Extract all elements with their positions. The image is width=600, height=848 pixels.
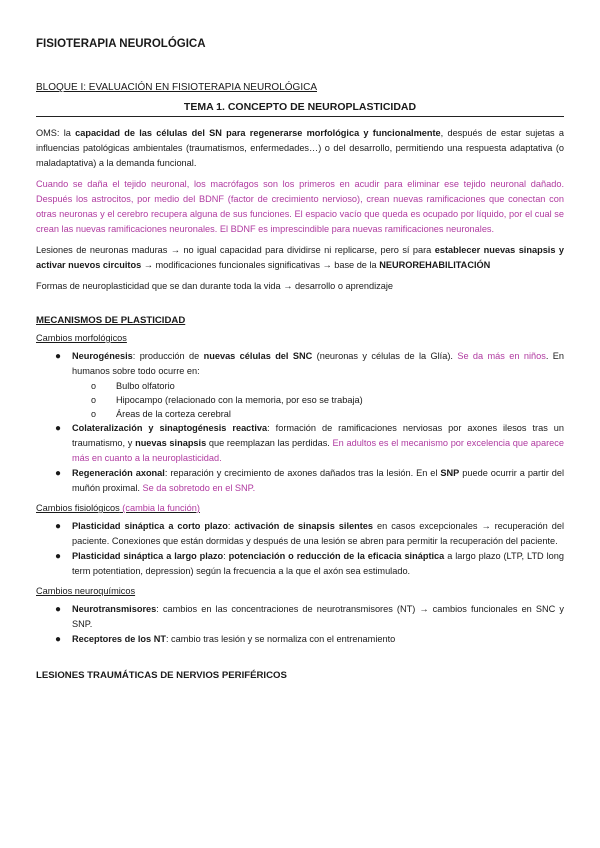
- list-item: [36, 549, 564, 579]
- circle-bullet-icon: o: [91, 381, 97, 391]
- text: (neuronas y células de la Glía).: [312, 351, 458, 361]
- text: en casos excepcionales → recuperación del paciente. Conexiones que están dormidas y después de una lesión se abren para permitir la recuperación del paciente.: [72, 521, 564, 546]
- bold-text: establecer nuevas sinapsis y activar nuevos circuitos: [36, 245, 564, 270]
- bold-text: SNP: [440, 468, 460, 478]
- bullet-icon: ●: [55, 634, 62, 645]
- bold-text: potenciación o reducción de la eficacia sináptica: [228, 551, 445, 561]
- text: : cambio tras lesión y se normaliza con el entrenamiento: [165, 634, 396, 644]
- morph-list: [36, 349, 564, 496]
- morph-title: Cambios morfológicos: [36, 333, 127, 343]
- list-item: [36, 421, 564, 466]
- term: Receptores de los NT: [72, 634, 166, 644]
- text: → modificaciones funcionales significativas → base de la: [141, 260, 380, 270]
- chem-list: [36, 602, 564, 647]
- list-item: [36, 519, 564, 549]
- term: Neurotransmisores: [72, 604, 157, 614]
- physio-title: [36, 503, 564, 513]
- bold-text: capacidad de las células del SN para regenerarse morfológica y funcionalmente: [75, 128, 441, 138]
- bullet-icon: ●: [55, 604, 62, 615]
- topic-title: TEMA 1. CONCEPTO DE NEUROPLASTICIDAD: [36, 101, 564, 117]
- mechanisms-title: MECANISMOS DE PLASTICIDAD: [36, 315, 186, 326]
- lesions-title: LESIONES TRAUMÁTICAS DE NERVIOS PERIFÉRICOS: [36, 670, 287, 681]
- bullet-icon: ●: [55, 468, 62, 479]
- mature-neurons-paragraph: [36, 243, 564, 273]
- bullet-icon: ●: [55, 423, 62, 434]
- term: Plasticidad sináptica a largo plazo: [72, 551, 224, 561]
- neurogenesis-sublist: [72, 379, 564, 421]
- text: . En humanos sobre todo ocurre en:: [72, 351, 564, 376]
- term: Colateralización y sinaptogénesis reactiva: [72, 423, 268, 433]
- block-title: BLOQUE I: EVALUACIÓN EN FISIOTERAPIA NEUROLÓGICA: [36, 82, 317, 93]
- list-item: [36, 349, 564, 421]
- text: Hipocampo (relacionado con la memoria, por eso se trabaja): [116, 395, 363, 405]
- text: puede ocurrir a partir del muñón proximal.: [72, 468, 564, 493]
- text: Cambios fisiológicos: [36, 503, 120, 513]
- neuroplasticity-forms: Formas de neuroplasticidad que se dan durante toda la vida → desarrollo o aprendizaje: [36, 281, 394, 291]
- text: :: [223, 551, 229, 561]
- document-title: FISIOTERAPIA NEUROLÓGICA: [36, 38, 206, 50]
- bold-text: activación de sinapsis silentes: [234, 521, 374, 531]
- bullet-icon: ●: [55, 351, 62, 362]
- bold-text: nuevas células del SNC: [203, 351, 313, 361]
- text: : cambios en las concentraciones de neurotransmisores (NT) → cambios funcionales en SNC y SNP.: [72, 604, 564, 629]
- list-item: [36, 466, 564, 496]
- list-item: [36, 602, 564, 632]
- text: :: [227, 521, 235, 531]
- note: Se da más en niños: [457, 351, 546, 361]
- note: Se da sobretodo en el SNP.: [142, 483, 256, 493]
- bdnf-paragraph: Cuando se daña el tejido neuronal, los macrófagos son los primeros en acudir para eliminar ese tejido neuronal dañado. Después los astrocitos, por medio del BDNF (factor de crecimiento nervioso), crean nuevas ramificaciones que conectan con otras neuronas y el cerebro recupera alguna de sus funciones. El espacio vacío que queda es ocupado por líquido, por el cual se crean las nuevas ramificaciones neuronales. El BDNF es imprescindible para nuevas ramificaciones neuronales.: [36, 179, 564, 234]
- sub-item: [72, 407, 564, 421]
- text: , después de estar sujetas a influencias patológicas ambientales (traumatismos, enfermedades…) o del desarrollo, permitiendo una respuesta adaptativa (o maladaptativa) a la demanda funcional.: [36, 128, 564, 168]
- text: Bulbo olfatorio: [116, 381, 175, 391]
- chem-title: Cambios neuroquímicos: [36, 586, 136, 596]
- oms-definition: [36, 126, 564, 171]
- bold-text: nuevas sinapsis: [135, 438, 207, 448]
- text: : reparación y crecimiento de axones dañados tras la lesión. En el: [164, 468, 441, 478]
- sub-item: [72, 393, 564, 407]
- document-page: [36, 38, 564, 681]
- list-item: [36, 632, 564, 647]
- bold-text: NEUROREHABILITACIÓN: [379, 260, 491, 270]
- term: Neurogénesis: [72, 351, 133, 361]
- term: Regeneración axonal: [72, 468, 165, 478]
- circle-bullet-icon: o: [91, 395, 97, 405]
- text: : formación de ramificaciones nerviosas por axones ilesos tras un traumatismo, y: [72, 423, 564, 448]
- text: : producción de: [132, 351, 204, 361]
- text: Áreas de la corteza cerebral: [116, 409, 231, 419]
- text: que reemplazan las perdidas.: [206, 438, 333, 448]
- sub-item: [72, 379, 564, 393]
- note: (cambia la función): [119, 503, 200, 513]
- text: a largo plazo (LTP, LTD long term potentiation, depression) según la frecuencia a la que el axón sea estimulado.: [72, 551, 564, 576]
- bullet-icon: ●: [55, 551, 62, 562]
- text: Lesiones de neuronas maduras → no igual capacidad para dividirse ni replicarse, pero sí para: [36, 245, 435, 255]
- note: En adultos es el mecanismo por excelencia que aparece más en cuanto a la neuroplasticidad.: [72, 438, 564, 463]
- circle-bullet-icon: o: [91, 409, 97, 419]
- term: Plasticidad sináptica a corto plazo: [72, 521, 228, 531]
- bullet-icon: ●: [55, 521, 62, 532]
- text: OMS: la: [36, 128, 76, 138]
- physio-list: [36, 519, 564, 579]
